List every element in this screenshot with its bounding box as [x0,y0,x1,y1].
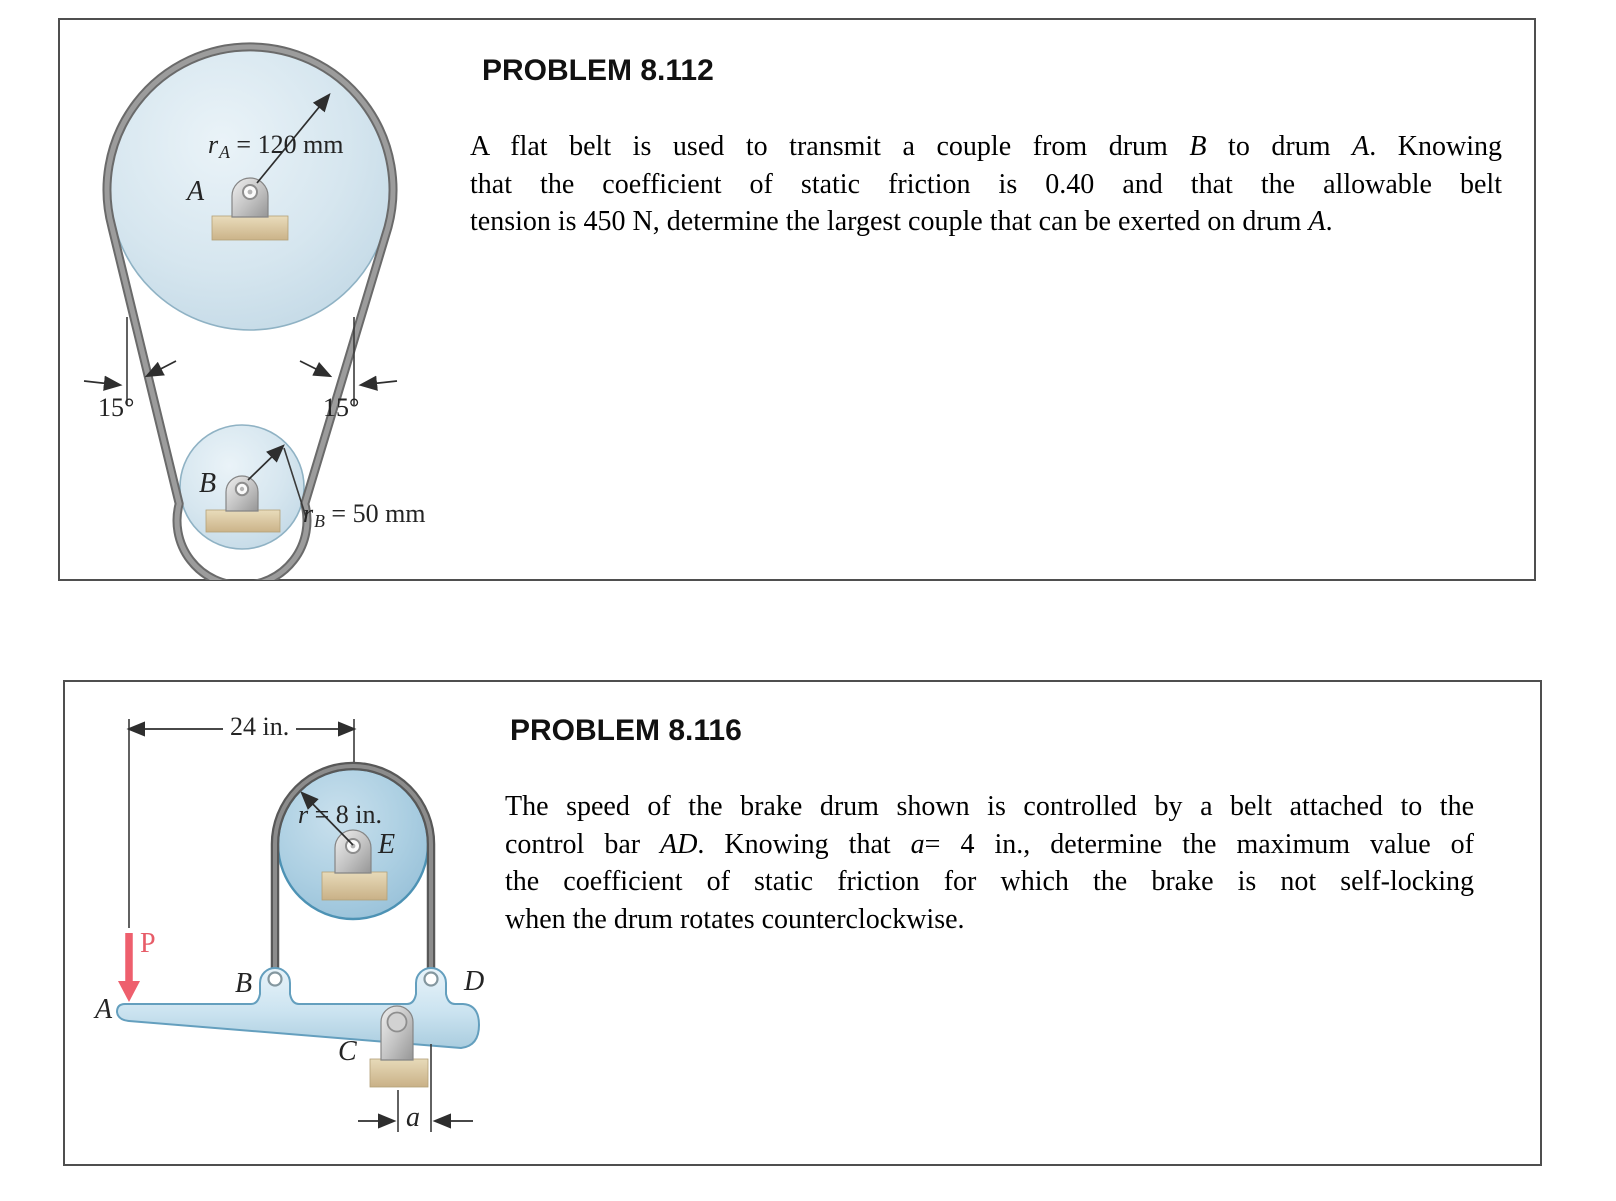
angle-left-label: 15° [98,393,135,422]
radius-b-label: rB = 50 mm [303,499,426,531]
problem-8116-panel [63,680,1542,1166]
problem-title: PROBLEM 8.116 [510,714,742,747]
anchor-pin-d [425,973,438,986]
force-p-label: P [140,928,156,959]
base-block [322,872,387,900]
body-text-line: The speed of the brake drum shown is controlled by a belt attached to the [505,791,1474,822]
span-dimension-label: 24 in. [223,714,296,740]
brake-drum-figure [65,682,565,1164]
angle-right-label: 15° [323,393,360,422]
problem-title: PROBLEM 8.112 [482,54,714,87]
body-text-line: tension is 450 N, determine the largest couple that can be exerted on drum A. [470,206,1333,237]
base-block [212,216,288,240]
radius-a-label: rA = 120 mm [208,130,344,162]
radius-e-label: r = 8 in. [298,800,383,829]
problem-8112-panel [58,18,1536,581]
left-inner-angle-arrow [147,361,176,376]
belt-drums-figure [60,20,510,580]
base-block [206,510,280,532]
problem-body [505,788,1474,938]
right-inner-angle-arrow [300,361,330,376]
a-dimension-label: a [406,1102,420,1133]
body-text-line: the coefficient of static friction for which the brake is not self-locking [505,866,1474,897]
point-e-label: E [378,829,396,860]
right-outer-angle-arrow [361,381,397,385]
body-text-line: A flat belt is used to transmit a couple from drum B to drum A. Knowing [470,131,1502,162]
point-b-label: B [235,968,253,999]
point-a-label: A [95,994,113,1025]
problem-body [470,128,1502,241]
left-outer-angle-arrow [84,381,120,385]
force-p-arrow [118,933,140,1002]
drum-a-label: A [187,176,205,207]
anchor-pin-b [269,973,282,986]
body-text-line: that the coefficient of static friction is 0.40 and that the allowable belt [470,168,1502,200]
point-c-label: C [338,1036,357,1067]
body-text-line: when the drum rotates counterclockwise. [505,903,965,935]
point-d-label: D [464,966,485,997]
drum-b-label: B [199,468,217,499]
body-text-line: control bar AD. Knowing that a= 4 in., determine the maximum value of [505,828,1474,860]
base-block [370,1059,428,1087]
